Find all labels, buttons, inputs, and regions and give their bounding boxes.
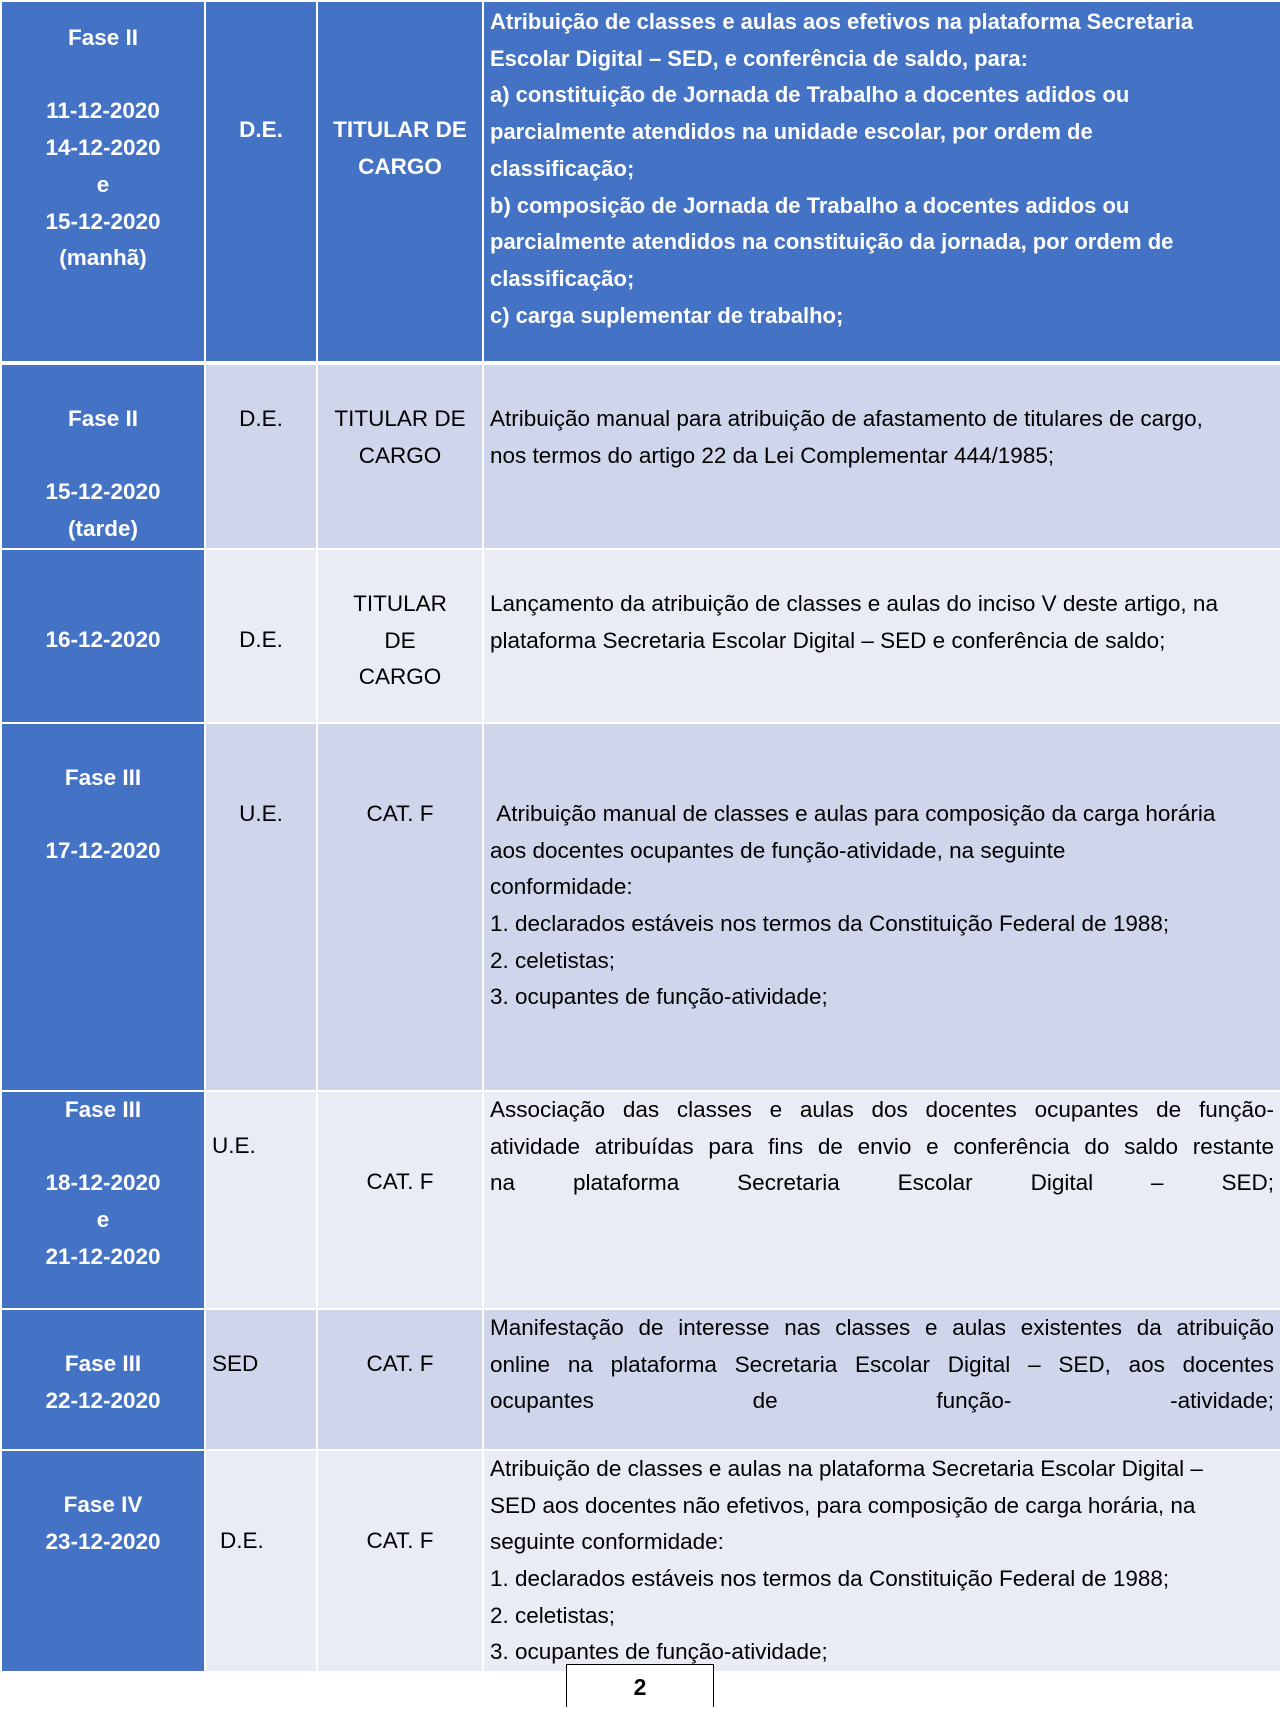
local-cell: D.E. [205, 363, 317, 549]
phase-label: Fase II [67, 25, 139, 50]
description-cell: Atribuição manual de classes e aulas para composição da carga horária aos docentes ocupantes de função-atividade, na seguinte conformidade: 1. declarados estáveis nos termos da Constituição Federal de 1988; 2. celetistas; 3. ocupantes de função-atividade; [483, 723, 1280, 1091]
table-row [1, 1091, 1280, 1309]
date-label: 16-12-2020 [45, 626, 161, 652]
categoria-cell: CAT. F [317, 723, 483, 1091]
phase-label: Fase IV [63, 1491, 143, 1517]
local-cell: D.E. [205, 1450, 317, 1672]
phase-label: Fase II [67, 406, 139, 431]
date-cell: Fase III 18-12-2020 e 21-12-2020 [1, 1091, 205, 1309]
date-label: 11-12-2020 [46, 98, 160, 124]
date-cell [1, 549, 205, 723]
description-cell: Atribuição de classes e aulas aos efetivos na plataforma Secretaria Escolar Digital – SED, e conferência de saldo, para: a) constituição de Jornada de Trabalho a docentes adidos ou parcialmente atendidos na unidade escolar, por ordem de classificação; b) composição de Jornada de Trabalho a docentes adidos ou parcialmente atendidos na constituição da jornada, por ordem de classificação; c) carga suplementar de trabalho; [483, 1, 1280, 363]
local-cell: SED [205, 1309, 317, 1450]
categoria-cell: TITULAR DE CARGO [317, 1, 483, 363]
categoria-cell: CAT. F [317, 1309, 483, 1450]
phase-label: Fase III [64, 1350, 142, 1376]
description-cell: Lançamento da atribuição de classes e aulas do inciso V deste artigo, na plataforma Secretaria Escolar Digital – SED e conferência de saldo; [483, 549, 1280, 723]
date-cell: Fase II 11-12-2020 14-12-2020 e 15-12-2020 (manhã) [1, 1, 205, 363]
table-row [1, 363, 1280, 549]
date-label: 17-12-2020 [45, 838, 161, 864]
date-label: 15-12-2020 [45, 479, 161, 505]
date-cell [1, 1309, 205, 1450]
date-label: 18-12-2020 [45, 1170, 161, 1196]
phase-label: Fase III [64, 764, 142, 790]
date-cell: Fase II 15-12-2020 (tarde) [1, 363, 205, 549]
table-row [1, 1450, 1280, 1672]
table-row [1, 549, 1280, 723]
local-cell: D.E. [205, 1, 317, 363]
page-number: 2 [566, 1664, 714, 1707]
categoria-cell: TITULAR DE CARGO [317, 363, 483, 549]
categoria-cell: CAT. F [317, 1091, 483, 1309]
description-cell: Atribuição de classes e aulas na plataforma Secretaria Escolar Digital – SED aos docentes não efetivos, para composição de carga horária, na seguinte conformidade: 1. declarados estáveis nos termos da Constituição Federal de 1988; 2. celetistas; 3. ocupantes de função-atividade; [483, 1450, 1280, 1672]
date-label: 15-12-2020 [45, 208, 161, 234]
table-row [1, 723, 1280, 1091]
date-label: 22-12-2020 [45, 1387, 161, 1413]
date-cell [1, 723, 205, 1091]
date-label: 21-12-2020 [45, 1243, 161, 1269]
table-row [1, 1, 1280, 363]
date-label: 14-12-2020 [45, 135, 161, 161]
local-cell: D.E. [205, 549, 317, 723]
description-cell: Manifestação de interesse nas classes e aulas existentes da atribuição online na plataforma Secretaria Escolar Digital – SED, aos docentes ocupantes de função- -atividade; [483, 1309, 1280, 1450]
categoria-cell: TITULAR DE CARGO [317, 549, 483, 723]
table-row [1, 1309, 1280, 1450]
description-cell: Associação das classes e aulas dos docentes ocupantes de função- atividade atribuídas para fins de envio e conferência do saldo restante na plataforma Secretaria Escolar Digital – SED; [483, 1091, 1280, 1309]
local-cell: U.E. [205, 723, 317, 1091]
date-label: 23-12-2020 [45, 1528, 161, 1554]
categoria-cell: CAT. F [317, 1450, 483, 1672]
phase-label: Fase III [64, 1096, 142, 1122]
description-cell: Atribuição manual para atribuição de afastamento de titulares de cargo, nos termos do artigo 22 da Lei Complementar 444/1985; [483, 363, 1280, 549]
date-cell [1, 1450, 205, 1672]
local-cell: U.E. [205, 1091, 317, 1309]
